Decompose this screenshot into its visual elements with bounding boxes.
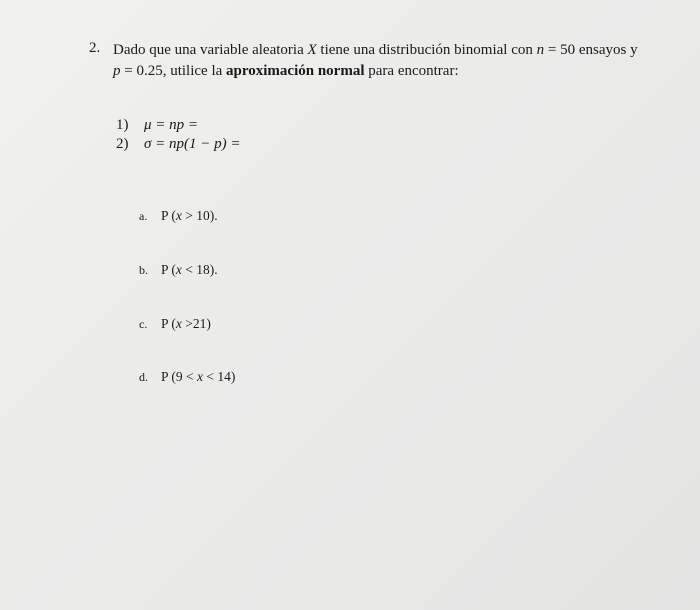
statement-line-2 [113,61,673,82]
sub-question-a [139,208,218,224]
formula-expression: μ = np = [144,117,199,133]
sub-question-text: > 10). [181,208,218,223]
sub-question-letter: a. [139,209,148,223]
variable-x: X [307,42,317,58]
sub-question-letter: b. [139,263,148,277]
formula-expression: σ = np(1 − p) = [144,136,241,152]
sub-question-text: P (9 < [161,369,197,384]
sub-question-d [139,369,235,385]
variable-x: x [175,262,182,277]
formula-list [116,116,241,154]
variable-x: x [197,369,203,384]
sub-question-letter: c. [139,317,148,331]
variable-p: p [113,63,121,79]
statement-text: tiene una distribución binomial con [316,42,537,58]
statement-text: Dado que una variable aleatoria [113,42,308,58]
statement-line-1 [113,40,673,61]
sub-question-text: P ( [161,316,176,331]
formula-number: 2) [116,136,129,152]
sub-question-text: >21) [181,316,211,331]
problem-statement [113,40,673,82]
statement-text: = 0.25, utilice la [120,63,227,79]
sub-question-text: P ( [161,262,176,277]
sub-question-text: P ( [161,208,176,223]
sub-question-text: < 14) [203,369,236,384]
variable-n: n [536,42,545,58]
sub-question-b [139,262,218,278]
statement-text: para encontrar: [364,63,459,79]
sub-question-text: < 18). [181,262,218,277]
sub-question-c [139,316,211,332]
problem-number: 2. [89,40,101,56]
formula-number: 1) [116,117,129,133]
statement-text: = 50 ensayos y [544,42,638,58]
sub-question-letter: d. [139,370,148,384]
formula-std [116,135,241,154]
variable-x: x [175,316,182,331]
bold-term: aproximación normal [226,63,365,79]
formula-mean [116,116,241,135]
variable-x: x [175,208,182,223]
